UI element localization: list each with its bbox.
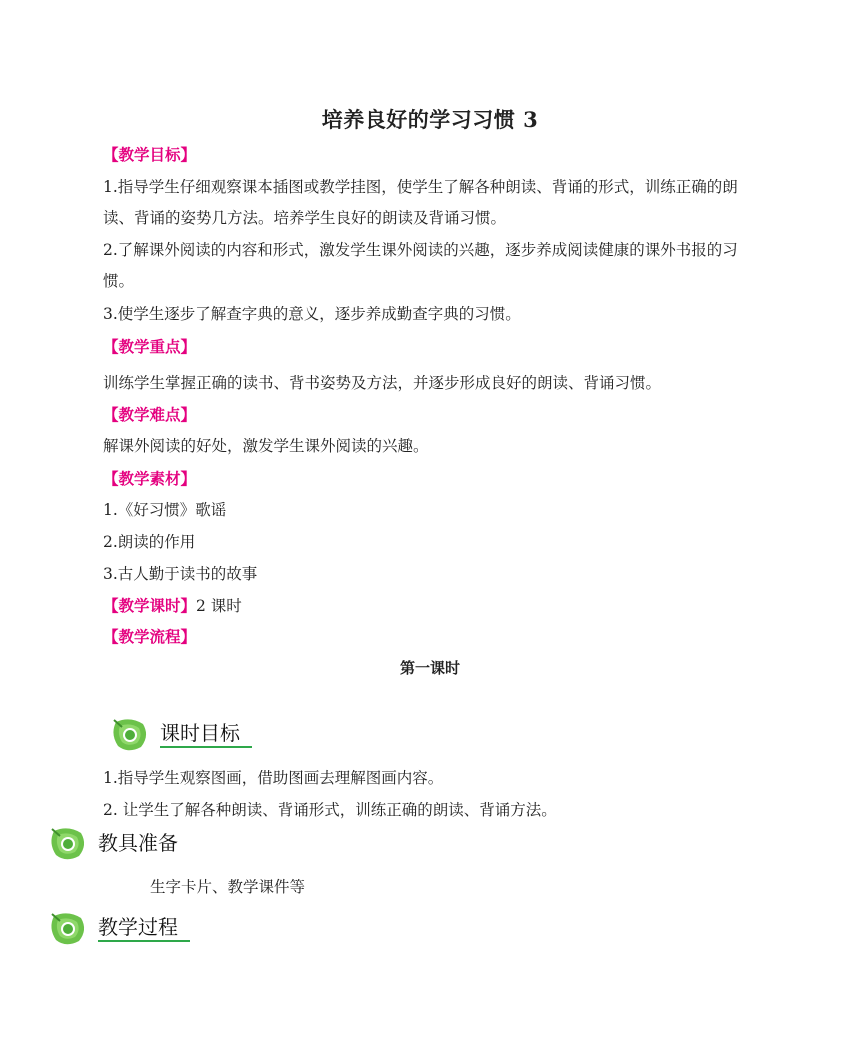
objective-item-3: 3.使学生逐步了解查字典的意义，逐步养成勤查字典的习惯。 [103,305,521,323]
objective-item-2: 2.了解课外阅读的内容和形式，激发学生课外阅读的兴趣，逐步养成阅读健康的课外书报的习惯。 [103,241,738,290]
flow-heading: 【教学流程】 [103,628,197,646]
goal-item-1: 1.指导学生观察图画，借助图画去理解图画内容。 [103,769,444,787]
key-points-heading: 【教学重点】 [103,338,197,356]
difficulties-text: 解课外阅读的好处，激发学生课外阅读的兴趣。 [103,437,429,455]
green-leaf-icon [110,714,150,754]
section-goal-label: 课时目标 [160,721,252,748]
section-goal-header [110,714,252,754]
material-item-3: 3.古人勤于读书的故事 [103,565,258,583]
goal-item-2: 2. 让学生了解各种朗读、背诵形式，训练正确的朗读、背诵方法。 [103,801,557,819]
periods-value: 2 课时 [196,597,242,615]
difficulties-heading: 【教学难点】 [103,406,197,424]
objective-item-1: 1.指导学生仔细观察课本插图或教学挂图，使学生了解各种朗读、背诵的形式，训练正确的朗读、背诵的姿势几方法。培养学生良好的朗读及背诵习惯。 [103,178,738,227]
section-tools-label: 教具准备 [98,830,178,855]
section-process-label: 教学过程 [98,915,190,942]
section-process-header [48,908,190,948]
section-tools-header [48,823,190,863]
materials-heading: 【教学素材】 [103,470,197,488]
green-leaf-icon [48,823,88,863]
green-leaf-icon [48,908,88,948]
periods-heading: 【教学课时】 [103,597,197,615]
material-item-1: 1.《好习惯》歌谣 [103,501,227,519]
tools-text: 生字卡片、教学课件等 [150,878,306,896]
lesson-title: 第一课时 [399,659,460,677]
objectives-heading: 【教学目标】 [103,146,197,164]
document-title: 培养良好的学习习惯 3 [321,107,539,132]
periods-line [103,594,242,616]
material-item-2: 2.朗读的作用 [103,533,196,551]
key-points-text: 训练学生掌握正确的读书、背书姿势及方法，并逐步形成良好的朗读、背诵习惯。 [103,374,662,392]
